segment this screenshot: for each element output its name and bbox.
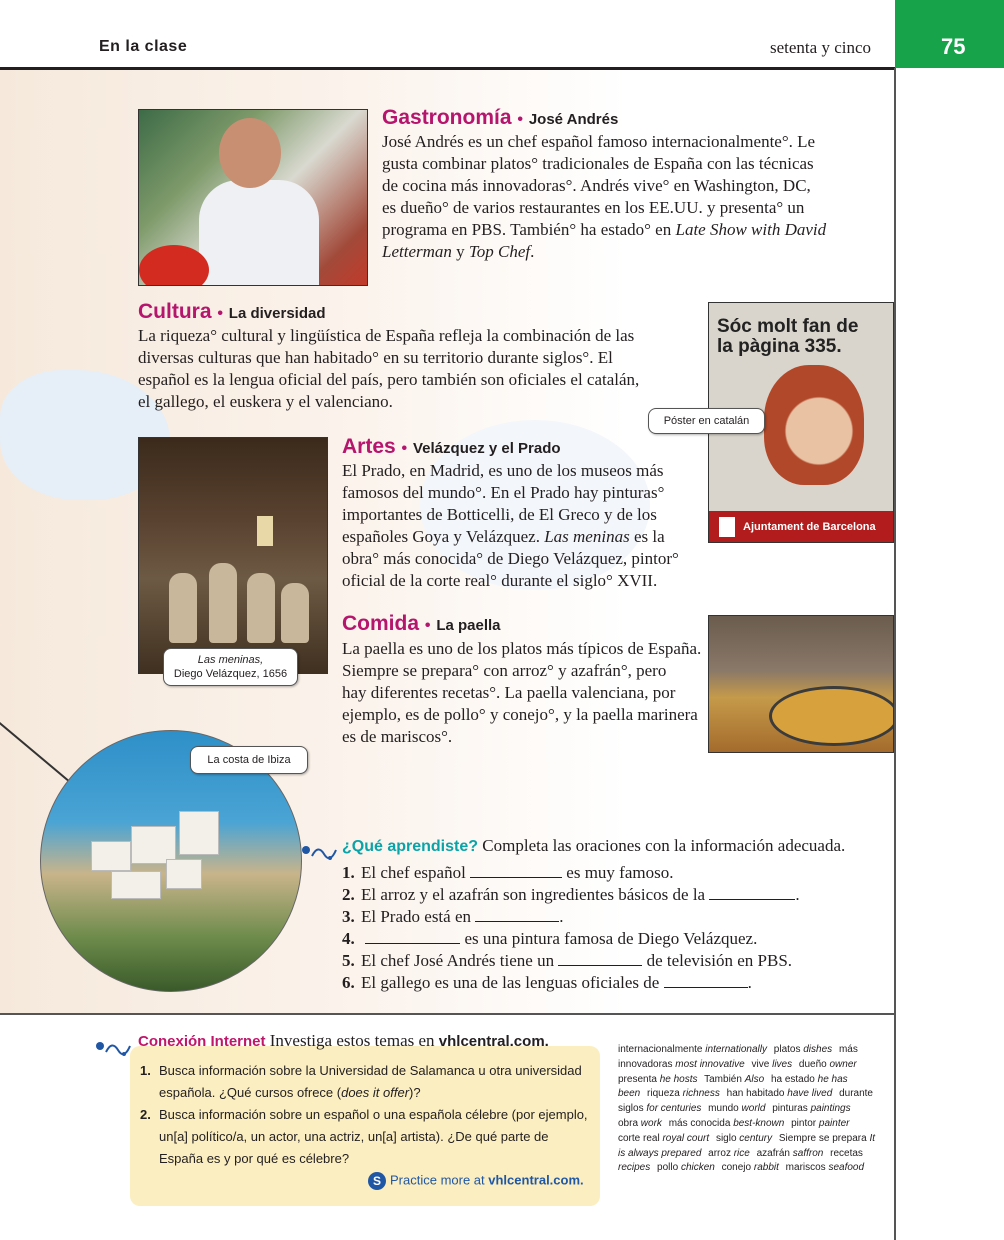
heading-bullet: •: [401, 440, 408, 457]
glossary-translation: work: [640, 1117, 662, 1129]
glossary-term: obra: [618, 1117, 641, 1129]
glossary-term: conejo: [721, 1162, 754, 1174]
text-line: oficial de la corte real° durante el siglo° XVII.: [342, 571, 658, 590]
text-line: de cocina más innovadoras°. Andrés vive° en Washington, DC,: [382, 176, 811, 195]
glossary-term: internacionalmente: [618, 1044, 706, 1055]
internet-instructions: Investiga estos temas en: [269, 1031, 435, 1050]
glossary-translation: Also: [744, 1073, 765, 1085]
item-number: 1.: [342, 863, 355, 882]
text-line: obra° más conocida° de Diego Velázquez, pintor°: [342, 549, 679, 568]
item-text: es muy famoso.: [562, 863, 674, 882]
internet-heading: [138, 1031, 549, 1051]
quiz-item: [342, 928, 887, 950]
practice-text: Practice more at: [390, 1172, 489, 1188]
text-line: es dueño° de varios restaurantes en los EE.UU. y presenta° un: [382, 198, 805, 217]
text-run: es la: [629, 527, 665, 546]
gastronomia-text: [382, 131, 826, 263]
caption-line: Diego Velázquez, 1656: [173, 668, 288, 680]
poster-line: la pàgina 335.: [717, 336, 842, 357]
paella-pan: [769, 686, 894, 746]
glossary-term: más innovadoras: [618, 1044, 858, 1070]
margin-rule: [894, 68, 896, 1240]
glossary-translation: painter: [818, 1117, 850, 1129]
item-number: 2.: [140, 1107, 151, 1122]
poster-footer: Ajuntament de Barcelona: [709, 511, 894, 543]
comida-subtitle: La paella: [436, 617, 501, 634]
text-line: diversas culturas que han habitado° en su territorio durante siglos°. El: [138, 348, 613, 367]
text-run: )?: [409, 1085, 421, 1100]
comida-heading: [342, 612, 501, 636]
comida-text: [342, 638, 701, 748]
glossary-term: siglo: [715, 1132, 740, 1144]
glossary-term: riqueza: [647, 1088, 683, 1100]
poster-line: Sóc molt fan de: [717, 316, 859, 337]
painting-title: Las meninas: [544, 527, 630, 546]
glossary-term: pintor: [791, 1117, 819, 1129]
item-text: es una pintura famosa de Diego Velázquez.: [460, 929, 758, 948]
answer-blank[interactable]: [709, 886, 795, 900]
glossary-term: pollo: [657, 1162, 681, 1174]
item-number: 3.: [342, 907, 355, 926]
glossary-translation: richness: [682, 1088, 720, 1100]
answer-blank[interactable]: [558, 952, 642, 966]
glossary-translation: rabbit: [753, 1162, 779, 1174]
poster-caption: Póster en catalán: [648, 408, 765, 434]
text-line: español es la lengua oficial del país, pero también son oficiales el catalán,: [138, 370, 640, 389]
caption-line: Las meninas,: [197, 654, 264, 666]
quiz-list: [342, 862, 887, 994]
glossary-term: durante siglos: [618, 1088, 873, 1115]
text-line: ejemplo, es de pollo° y conejo°, y la paella marinera: [342, 705, 698, 724]
page-number-words: setenta y cinco: [770, 38, 872, 57]
item-text: [159, 1060, 590, 1104]
text-line: [382, 219, 826, 241]
ibiza-caption: La costa de Ibiza: [190, 746, 308, 774]
painting-figure: [247, 573, 275, 643]
cultura-text: [138, 325, 639, 413]
glossary-term: mariscos: [785, 1162, 829, 1174]
text-line: hay diferentes recetas°. La paella valenciana, por: [342, 683, 676, 702]
house: [91, 841, 131, 871]
glossary-term: También: [704, 1073, 745, 1085]
glossary-translation: chicken: [680, 1162, 715, 1174]
item-number: 4.: [342, 929, 355, 948]
gastronomia-subtitle: José Andrés: [528, 111, 619, 128]
item-text: El chef español: [361, 863, 471, 882]
item-text: .: [795, 885, 800, 904]
glossary-translation: lives: [772, 1058, 793, 1070]
glossary-term: corte real: [618, 1132, 663, 1144]
heading-bullet: •: [424, 617, 431, 634]
barcelona-seal-icon: [717, 515, 737, 539]
show-title: Late Show with David: [675, 220, 827, 239]
text-line: el gallego, el euskera y el valenciano.: [138, 392, 393, 411]
glossary-translation: dishes: [803, 1044, 833, 1055]
internet-list: [140, 1060, 590, 1170]
quiz-item: [342, 950, 887, 972]
text-run: .: [530, 242, 535, 261]
answer-blank[interactable]: [365, 930, 460, 944]
activity-icon: [300, 840, 338, 862]
text-line: famosos del mundo°. En el Prado hay pinturas°: [342, 483, 665, 502]
artes-title: Artes: [342, 435, 396, 458]
item-text: Busca información sobre un español o una española célebre (por ejemplo, un[a] político/a, un actor, una actriz, un[a] artista). ¿De qué parte de España es y por qué es célebre?: [159, 1107, 588, 1166]
glossary-translation: internationally: [705, 1044, 767, 1055]
artes-subtitle: Velázquez y el Prado: [413, 440, 561, 457]
show-title: Letterman: [382, 242, 452, 261]
meninas-caption: [163, 648, 298, 686]
glossary-translation: It is always prepared: [618, 1132, 876, 1159]
text-line: José Andrés es un chef español famoso internacionalmente°. Le: [382, 132, 816, 151]
glossary: [618, 1043, 876, 1176]
glossary-translation: most innovative: [675, 1058, 745, 1070]
glossary-translation: for centuries: [646, 1103, 702, 1115]
text-run: programa en PBS. También° ha estado° en: [382, 220, 676, 239]
item-text: .: [747, 973, 752, 992]
cultura-heading: [138, 300, 326, 324]
quiz-item: [342, 906, 887, 928]
header-rule: [0, 67, 895, 70]
answer-blank[interactable]: [664, 974, 748, 988]
glossary-term: vive: [751, 1058, 773, 1070]
item-number: 5.: [342, 951, 355, 970]
item-text: El arroz y el azafrán son ingredientes básicos de la: [361, 885, 710, 904]
artes-text: [342, 460, 679, 592]
poster-woman: [764, 365, 864, 485]
glossary-term: ha estado: [770, 1073, 818, 1085]
item-number: 2.: [342, 885, 355, 904]
glossary-translation: he hosts: [659, 1073, 698, 1085]
painting-figure: [169, 573, 197, 643]
quiz-title: ¿Qué aprendiste?: [342, 838, 479, 855]
quiz-instructions: Completa las oraciones con la información adecuada.: [482, 836, 846, 855]
footer-rule: [0, 1013, 895, 1015]
artes-heading: [342, 435, 561, 459]
glossary-translation: have lived: [787, 1088, 833, 1100]
section-title: En la clase: [99, 38, 188, 55]
quiz-heading: [342, 836, 845, 856]
text-line: Siempre se prepara° con arroz° y azafrán°, pero: [342, 661, 667, 680]
item-text: El Prado está en: [361, 907, 476, 926]
gastronomia-heading: [382, 106, 618, 130]
glossary-term: han habitado: [726, 1088, 788, 1100]
chef-face: [219, 118, 281, 188]
glossary-term: mundo: [708, 1103, 742, 1115]
glossary-translation: royal court: [662, 1132, 710, 1144]
item-number: 1.: [140, 1063, 151, 1078]
quiz-item: [342, 862, 887, 884]
poster-text: [717, 317, 892, 357]
glossary-term: dueño: [798, 1058, 830, 1070]
internet-item: [140, 1104, 590, 1170]
glossary-translation: seafood: [828, 1162, 865, 1174]
text-line: gusta combinar platos° tradicionales de España con las técnicas: [382, 154, 814, 173]
quiz-item: [342, 972, 887, 994]
paella-photo: [708, 615, 894, 753]
practice-link[interactable]: [368, 1172, 584, 1190]
painting-figure: [281, 583, 309, 643]
text-run: españoles Goya y Velázquez.: [342, 527, 545, 546]
glossary-term: pinturas: [772, 1103, 811, 1115]
chef-photo: [138, 109, 368, 286]
glossary-translation: recipes: [618, 1162, 651, 1174]
glossary-translation: world: [741, 1103, 766, 1115]
painting-figure: [209, 563, 237, 643]
glossary-term: más conocida: [668, 1117, 734, 1129]
house: [179, 811, 219, 855]
glossary-translation: rice: [733, 1147, 750, 1159]
cultura-subtitle: La diversidad: [228, 305, 326, 322]
heading-bullet: •: [517, 111, 523, 128]
activity-icon: [94, 1036, 132, 1058]
internet-title: Conexión Internet: [138, 1033, 266, 1050]
heading-bullet: •: [217, 305, 223, 322]
glossary-translation: he has been: [618, 1073, 848, 1100]
house: [166, 859, 202, 889]
item-text: de televisión en PBS.: [642, 951, 793, 970]
item-text: El chef José Andrés tiene un: [361, 951, 559, 970]
text-line: La paella es uno de los platos más típicos de España.: [342, 639, 702, 658]
glossary-term: platos: [773, 1044, 804, 1055]
glossary-translation: owner: [829, 1058, 857, 1070]
practice-site: vhlcentral.com.: [488, 1172, 584, 1188]
show-title: Top Chef: [468, 242, 531, 261]
text-line: [382, 241, 826, 263]
item-text: .: [559, 907, 564, 926]
text-run: y: [451, 242, 469, 261]
glossary-translation: century: [739, 1132, 773, 1144]
text-line: El Prado, en Madrid, es uno de los museos más: [342, 461, 664, 480]
translation: does it offer: [341, 1085, 410, 1100]
internet-item: [140, 1060, 590, 1104]
text-line: es de mariscos°.: [342, 727, 453, 746]
glossary-term: arroz: [708, 1147, 734, 1159]
cultura-title: Cultura: [138, 300, 212, 323]
text-line: importantes de Botticelli, de El Greco y de los: [342, 505, 657, 524]
site-link[interactable]: vhlcentral.com.: [438, 1033, 549, 1050]
text-line: La riqueza° cultural y lingüística de España refleja la combinación de las: [138, 326, 635, 345]
text-run: Busca información sobre la Universidad de Salamanca u otra universidad española. ¿Qué cursos ofrece (: [159, 1063, 582, 1100]
glossary-translation: best-known: [733, 1117, 785, 1129]
glossary-term: presenta: [618, 1073, 660, 1085]
glossary-translation: paintings: [810, 1103, 851, 1115]
gastronomia-title: Gastronomía: [382, 106, 512, 129]
answer-blank[interactable]: [475, 908, 559, 922]
page-number-tab: 75: [895, 0, 1004, 68]
comida-title: Comida: [342, 612, 420, 635]
item-number: 6.: [342, 973, 355, 992]
painting-doorway: [257, 516, 273, 546]
supersite-icon: S: [368, 1172, 386, 1190]
item-text: El gallego es una de las lenguas oficiales de: [361, 973, 664, 992]
las-meninas-painting: [138, 437, 328, 674]
glossary-term: Siempre se prepara: [778, 1132, 870, 1144]
glossary-translation: saffron: [792, 1147, 824, 1159]
text-line: [342, 526, 679, 548]
glossary-term: recetas: [830, 1147, 863, 1159]
glossary-term: azafrán: [756, 1147, 793, 1159]
chef-shirt: [199, 180, 319, 286]
answer-blank[interactable]: [470, 864, 562, 878]
house: [111, 871, 161, 899]
quiz-item: [342, 884, 887, 906]
